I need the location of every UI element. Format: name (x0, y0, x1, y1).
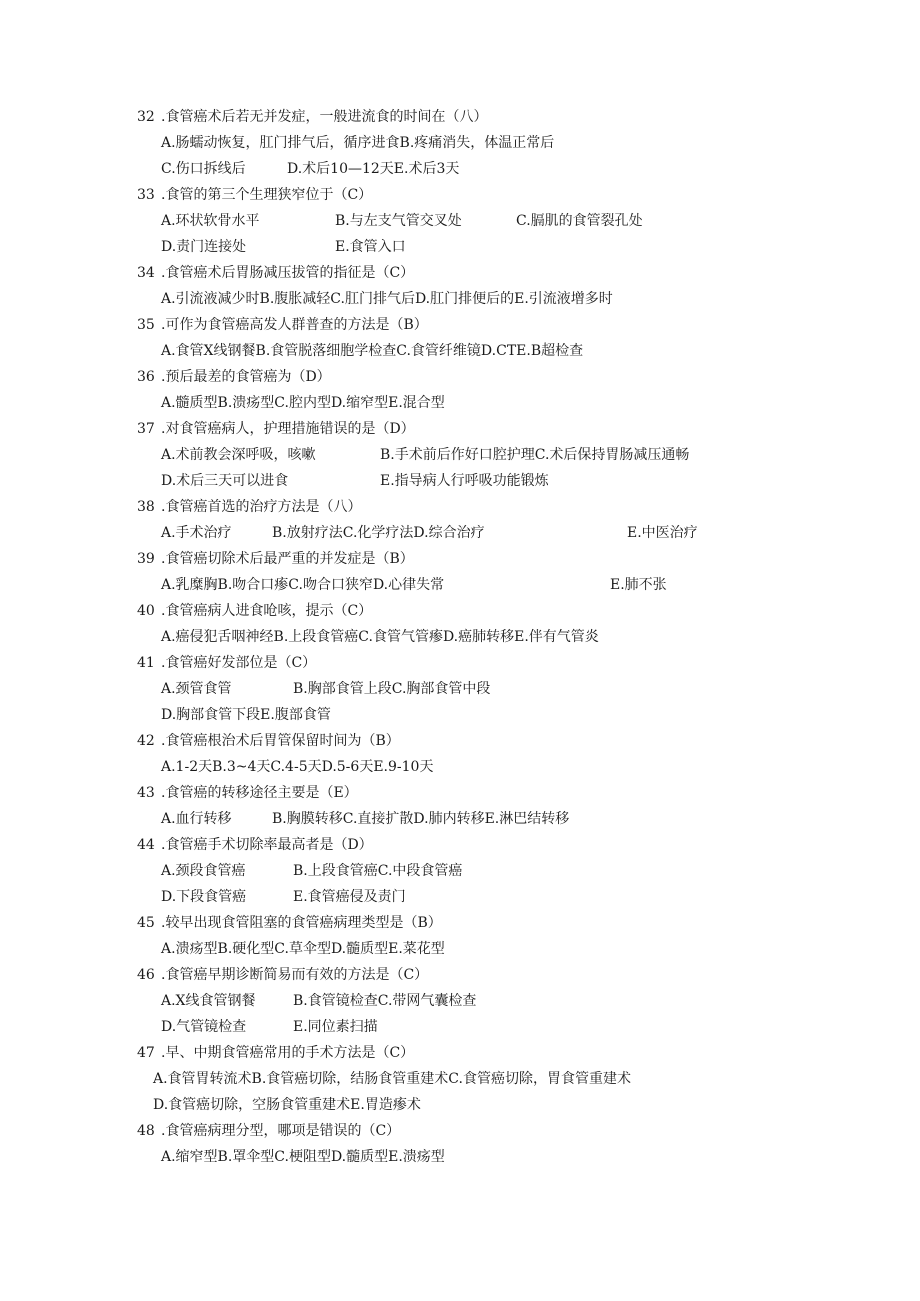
question-number: 40 (137, 603, 155, 619)
question-number: 44 (137, 837, 155, 853)
option-text: A.髓质型B.溃疡型C.腔内型D.缩窄型E.混合型 (161, 395, 445, 411)
question-stem: .食管癌根治术后胃管保留时间为（B） (161, 733, 400, 749)
question-number: 42 (137, 733, 155, 749)
option-text: B.胸部食管上段C.胸部食管中段 (293, 681, 491, 697)
option-text: A.癌侵犯舌咽神经B.上段食管癌C.食管气管瘆D.癌肺转移E.伴有气管炎 (161, 629, 599, 645)
question-stem: .预后最差的食管癌为（D） (161, 369, 331, 385)
option-text: B.与左支气管交叉处 (335, 213, 462, 229)
option-text: B.食管镜检查C.带网气囊检查 (293, 993, 477, 1009)
option-text: D.术后10—12天E.术后3天 (287, 161, 460, 177)
option-text: E.中医治疗 (627, 525, 698, 541)
option-text: A.X线食管钢餐 (161, 993, 256, 1009)
question-stem: .食管癌病人进食呛咳，提示（C） (161, 603, 373, 619)
question-number: 43 (137, 785, 155, 801)
option-text: A.肠蠕动恢复，肛门排气后，循序进食B.疼痛消失，体温正常后 (161, 135, 555, 151)
option-text: A.环状软骨水平 (161, 213, 260, 229)
question-number: 36 (137, 369, 155, 385)
option-text: D.食管癌切除，空肠食管重建术E.胃造瘆术 (153, 1097, 421, 1113)
option-text: D.胸部食管下段E.腹部食管 (161, 707, 331, 723)
option-text: A.缩窄型B.罩伞型C.梗阻型D.髓质型E.溃疡型 (161, 1149, 445, 1165)
question-number: 32 (137, 109, 155, 125)
option-line (161, 1147, 445, 1207)
option-text: A.乳糜胸B.吻合口瘆C.吻合口狭窄D.心律失常 (161, 577, 445, 593)
option-text: B.放射疗法C.化学疗法D.综合治疗 (272, 525, 485, 541)
option-text: A.1-2天B.3~4天C.4-5天D.5-6天E.9-10天 (161, 759, 434, 775)
option-text: E.食管入口 (335, 239, 406, 255)
question-stem: .食管癌切除术后最严重的并发症是（B） (161, 551, 414, 567)
option-text: A.手术治疗 (161, 525, 232, 541)
question-number: 47 (137, 1045, 155, 1061)
option-text: A.颈管食管 (161, 681, 232, 697)
option-text: C.伤口拆线后 (161, 161, 246, 177)
option-text: A.血行转移 (161, 811, 232, 827)
question-stem: .早、中期食管癌常用的手术方法是（C） (161, 1045, 415, 1061)
option-text: E.肺不张 (610, 577, 667, 593)
option-text: A.食管X线钢餐B.食管脱落细胞学检查C.食管纤维镜D.CTE.B超检查 (161, 343, 584, 359)
question-number: 34 (137, 265, 155, 281)
question-stem: .食管癌术后若无并发症，一般进流食的时间在（八） (161, 109, 488, 125)
option-text: B.手术前后作好口腔护理C.术后保持胃肠减压通畅 (380, 447, 690, 463)
option-text: D.责门连接处 (161, 239, 247, 255)
option-text: E.同位素扫描 (293, 1019, 378, 1035)
question-number: 48 (137, 1123, 155, 1139)
option-text: A.溃疡型B.硬化型C.草伞型D.髓质型E.菜花型 (161, 941, 445, 957)
option-text: A.食管胃转流术B.食管癌切除，结肠食管重建术C.食管癌切除，胃食管重建术 (153, 1071, 631, 1087)
option-text: D.气管镜检查 (161, 1019, 247, 1035)
question-number: 46 (137, 967, 155, 983)
option-text: B.胸膜转移C.直接扩散D.肺内转移E.淋巴结转移 (272, 811, 570, 827)
option-text: E.食管癌侵及责门 (293, 889, 406, 905)
question-number: 33 (137, 187, 155, 203)
option-text: E.指导病人行呼吸功能锻炼 (380, 473, 549, 489)
question-number: 39 (137, 551, 155, 567)
option-text: D.术后三天可以进食 (161, 473, 289, 489)
question-number: 41 (137, 655, 155, 671)
option-text: A.引流液减少时B.腹胀减轻C.肛门排气后D.肛门排便后的E.引流液增多时 (161, 291, 613, 307)
question-stem: .食管的第三个生理狭窄位于（C） (161, 187, 373, 203)
question-number: 38 (137, 499, 155, 515)
question-stem: .食管癌病理分型，哪项是错误的（C） (161, 1123, 401, 1139)
question-stem: .食管癌的转移途径主要是（E） (161, 785, 358, 801)
option-text: C.膈肌的食管裂孔处 (516, 213, 643, 229)
question-stem: .较早出现食管阻塞的食管癌病理类型是（B） (161, 915, 442, 931)
option-text: D.下段食管癌 (161, 889, 247, 905)
question-number: 45 (137, 915, 155, 931)
option-text: A.术前教会深呼吸，咳嗽 (161, 447, 316, 463)
question-stem: .可作为食管癌高发人群普查的方法是（B） (161, 317, 428, 333)
question-stem: .食管癌好发部位是（C） (161, 655, 317, 671)
question-number: 37 (137, 421, 155, 437)
option-text: A.颈段食管癌 (161, 863, 246, 879)
question-number: 35 (137, 317, 155, 333)
question-stem: .食管癌早期诊断简易而有效的方法是（C） (161, 967, 429, 983)
question-stem: .对食管癌病人，护理措施错误的是（D） (161, 421, 415, 437)
option-text: B.上段食管癌C.中段食管癌 (293, 863, 463, 879)
question-stem: .食管癌术后胃肠减压拔管的指征是（C） (161, 265, 415, 281)
question-stem: .食管癌手术切除率最高者是（D） (161, 837, 373, 853)
question-stem: .食管癌首选的治疗方法是（八） (161, 499, 362, 515)
